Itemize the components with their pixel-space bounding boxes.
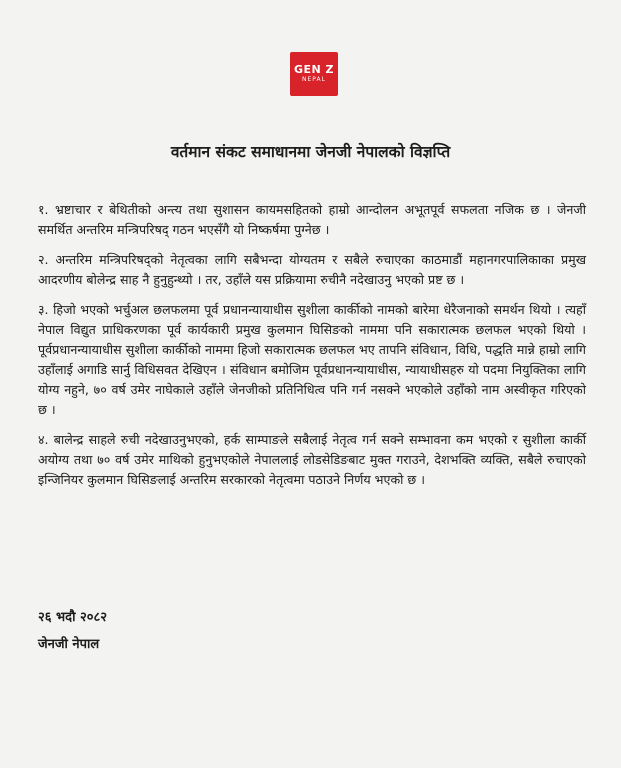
document-title: वर्तमान संकट समाधानमा जेनजी नेपालको विज्ञप्ति <box>170 143 451 161</box>
paragraph-4: ४. बालेन्द्र साहले रुची नदेखाउनुभएको, हर्क साम्पाङले सबैलाई नेतृत्व गर्न सक्ने सम्भावना कम भएको र सुशीला कार्की अयोग्य तथा ७० वर्ष उमेर माथिको हुनुभएकोले नेपाललाई लोडसेडिङबाट मुक्त गराउने, देशभक्ति व्यक्ति, सबैले रुचाएको इन्जिनियर कुलमान घिसिङलाई अन्तरिम सरकारको नेतृत्वमा पठाउने निर्णय भएको छ । <box>38 432 586 487</box>
paragraph-3: ३. हिजो भएको भर्चुअल छलफलमा पूर्व प्रधानन्यायाधीस सुशीला कार्कीको नामको बारेमा धेरैजनाको समर्थन थियो । त्यहाँ नेपाल विद्युत प्राधिकरणका पूर्व कार्यकारी प्रमुख कुलमान घिसिङको नाममा पनि सकारात्मक छलफल भएको थियो । पूर्वप्रधानन्यायाधीस सुशीला कार्कीको नाममा हिजो सकारात्मक छलफल भए तापनि संविधान, विधि, पद्धति मान्ने हाम्रो लागि उहाँलाई अगाडि सार्नु विधिसवत देखिएन । संविधान बमोजिम पूर्वप्रधानन्यायाधीस, न्यायाधीसहरु यो पदमा नियुक्तिका लागि योग्य नहुने, ७० वर्ष उमेर नाघेकाले उहाँले जेनजीको प्रतिनिधित्व पनि गर्न नसक्ने भएकोले उहाँको नाम अस्वीकृत गरिएको छ । <box>38 302 586 417</box>
signature-org: जेनजी नेपाल <box>38 637 100 652</box>
gen-z-nepal-logo <box>290 52 338 96</box>
logo-main-text: GEN Z <box>293 63 335 76</box>
logo-sub-text: NEPAL <box>302 76 326 83</box>
document-body <box>38 200 586 500</box>
paragraph-1: १. भ्रष्टाचार र बेथितीको अन्त्य तथा सुशासन कायमसहितको हाम्रो आन्दोलन अभूतपूर्व सफलता नजिक छ । जेनजी समर्थित अन्तरिम मन्त्रिपरिषद् गठन भएसँगै यो निष्कर्षमा पुग्नेछ । <box>38 202 586 237</box>
paragraph-2: २. अन्तरिम मन्त्रिपरिषद्को नेतृत्वका लागि सबैभन्दा योग्यतम र सबैले रुचाएका काठमाडौं महानगरपालिकाका प्रमुख आदरणीय बोलेन्द्र साह नै हुनुहुन्थ्यो । तर, उहाँले यस प्रक्रियामा रुचीनै नदेखाउनु भएको प्रष्ट छ । <box>38 252 586 287</box>
signature-date: २६ भदौ २०८२ <box>38 610 108 625</box>
